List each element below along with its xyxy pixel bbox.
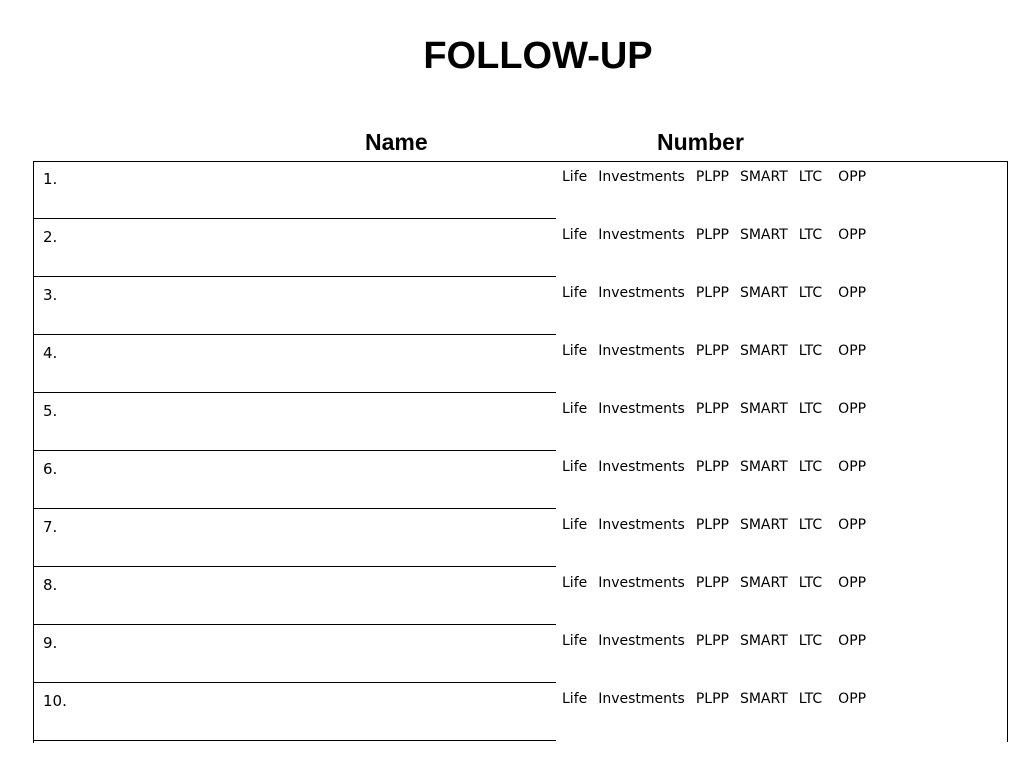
option-plpp: PLPP xyxy=(695,633,729,649)
option-life: Life xyxy=(562,169,588,185)
option-investments: Investments xyxy=(598,517,685,533)
option-opp: OPP xyxy=(838,227,867,243)
option-plpp: PLPP xyxy=(695,285,729,301)
table-row xyxy=(33,683,1008,741)
follow-up-table xyxy=(33,161,1008,743)
option-investments: Investments xyxy=(598,227,685,243)
row-number: 4. xyxy=(43,344,58,362)
option-plpp: PLPP xyxy=(695,691,729,707)
option-investments: Investments xyxy=(598,401,685,417)
option-opp: OPP xyxy=(838,517,867,533)
option-investments: Investments xyxy=(598,691,685,707)
row-number: 3. xyxy=(43,286,58,304)
option-smart: SMART xyxy=(739,169,788,185)
option-smart: SMART xyxy=(739,227,788,243)
row-number: 6. xyxy=(43,460,58,478)
option-life: Life xyxy=(562,343,588,359)
table-row xyxy=(33,161,1008,219)
table-row xyxy=(33,625,1008,683)
option-smart: SMART xyxy=(739,401,788,417)
option-smart: SMART xyxy=(739,691,788,707)
option-ltc: LTC xyxy=(798,459,823,475)
option-opp: OPP xyxy=(838,575,867,591)
table-row xyxy=(33,277,1008,335)
option-life: Life xyxy=(562,575,588,591)
option-investments: Investments xyxy=(598,633,685,649)
option-smart: SMART xyxy=(739,575,788,591)
option-smart: SMART xyxy=(739,517,788,533)
option-smart: SMART xyxy=(739,633,788,649)
option-plpp: PLPP xyxy=(695,459,729,475)
option-plpp: PLPP xyxy=(695,401,729,417)
option-opp: OPP xyxy=(838,401,867,417)
row-number: 2. xyxy=(43,228,58,246)
row-number: 8. xyxy=(43,576,58,594)
product-options xyxy=(562,632,866,650)
option-opp: OPP xyxy=(838,285,867,301)
table-row xyxy=(33,335,1008,393)
option-ltc: LTC xyxy=(798,343,823,359)
row-number: 5. xyxy=(43,402,58,420)
table-row xyxy=(33,451,1008,509)
option-ltc: LTC xyxy=(798,285,823,301)
option-investments: Investments xyxy=(598,459,685,475)
option-ltc: LTC xyxy=(798,169,823,185)
option-life: Life xyxy=(562,517,588,533)
row-divider xyxy=(33,740,556,741)
option-ltc: LTC xyxy=(798,575,823,591)
option-plpp: PLPP xyxy=(695,517,729,533)
option-life: Life xyxy=(562,459,588,475)
table-row xyxy=(33,219,1008,277)
option-opp: OPP xyxy=(838,169,867,185)
option-life: Life xyxy=(562,633,588,649)
option-plpp: PLPP xyxy=(695,575,729,591)
option-plpp: PLPP xyxy=(695,343,729,359)
option-smart: SMART xyxy=(739,343,788,359)
option-opp: OPP xyxy=(838,691,867,707)
option-life: Life xyxy=(562,285,588,301)
option-ltc: LTC xyxy=(798,633,823,649)
option-ltc: LTC xyxy=(798,517,823,533)
option-smart: SMART xyxy=(739,459,788,475)
table-rows xyxy=(33,161,1008,741)
row-number: 9. xyxy=(43,634,58,652)
option-opp: OPP xyxy=(838,633,867,649)
option-smart: SMART xyxy=(739,285,788,301)
option-ltc: LTC xyxy=(798,401,823,417)
option-ltc: LTC xyxy=(798,227,823,243)
option-investments: Investments xyxy=(598,285,685,301)
option-plpp: PLPP xyxy=(695,169,729,185)
product-options xyxy=(562,516,866,534)
option-investments: Investments xyxy=(598,343,685,359)
table-row xyxy=(33,509,1008,567)
option-life: Life xyxy=(562,227,588,243)
option-opp: OPP xyxy=(838,343,867,359)
option-life: Life xyxy=(562,401,588,417)
product-options xyxy=(562,168,866,186)
row-number: 1. xyxy=(43,170,58,188)
row-number: 10. xyxy=(43,692,67,710)
option-ltc: LTC xyxy=(798,691,823,707)
option-life: Life xyxy=(562,691,588,707)
table-row xyxy=(33,393,1008,451)
product-options xyxy=(562,284,866,302)
product-options xyxy=(562,690,866,708)
product-options xyxy=(562,342,866,360)
product-options xyxy=(562,574,866,592)
option-plpp: PLPP xyxy=(695,227,729,243)
product-options xyxy=(562,400,866,418)
row-number: 7. xyxy=(43,518,58,536)
option-investments: Investments xyxy=(598,169,685,185)
name-column-header: Name xyxy=(365,129,428,155)
page-title: FOLLOW-UP xyxy=(423,35,653,77)
number-column-header: Number xyxy=(657,129,744,155)
option-investments: Investments xyxy=(598,575,685,591)
option-opp: OPP xyxy=(838,459,867,475)
table-row xyxy=(33,567,1008,625)
product-options xyxy=(562,226,866,244)
product-options xyxy=(562,458,866,476)
